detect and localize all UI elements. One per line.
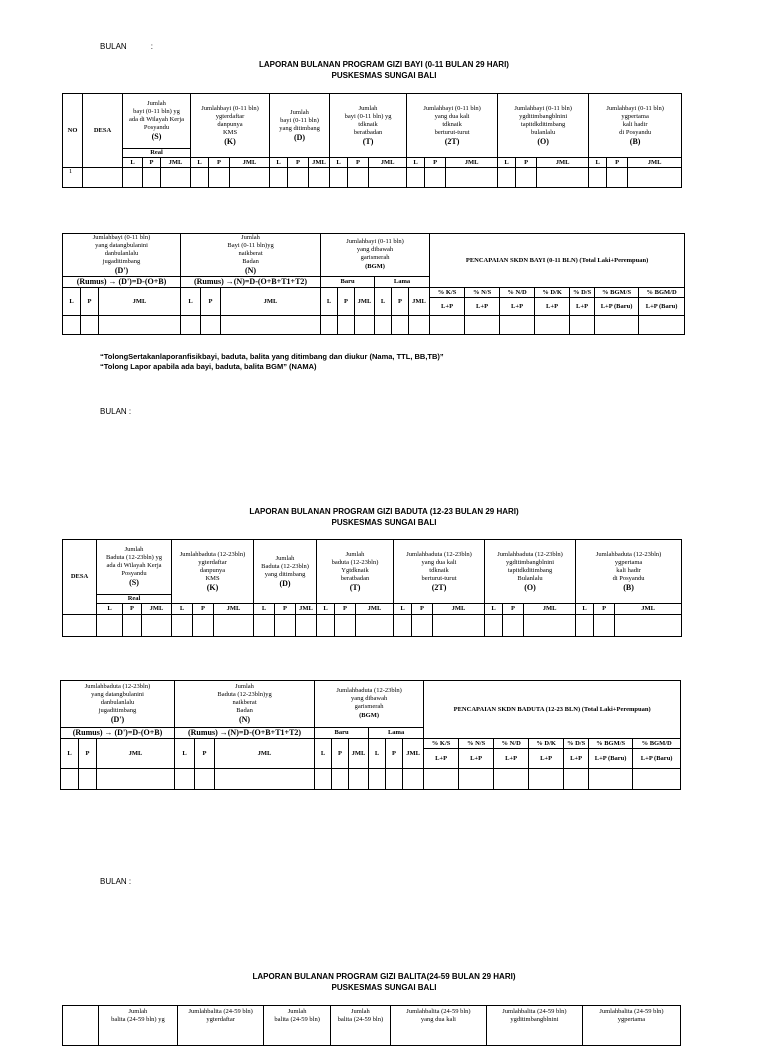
data-cell[interactable] xyxy=(79,769,97,790)
pct-n-d: % N/D xyxy=(494,739,529,749)
formula-d-prime: (Rumus) → (D')=D-(O+B) xyxy=(61,728,175,739)
sub-l: L xyxy=(270,158,288,168)
col-k: Jumlahbaduta (12-23bln) ygterdaftar danpunya KMS (K) xyxy=(172,540,254,604)
data-cell[interactable] xyxy=(433,615,485,637)
col-n: Jumlah Bayi (0-11 bln)yg naikberat Badan (N) xyxy=(181,234,321,277)
sub-jml: JML xyxy=(433,604,485,615)
sub-p: P xyxy=(143,158,161,168)
col-2t: Jumlahbaduta (12-23bln) yang dua kali tdknaik berturut-turut (2T) xyxy=(394,540,485,604)
sub-jml: JML xyxy=(142,604,172,615)
bgm-baru: Baru xyxy=(321,277,375,288)
data-cell[interactable] xyxy=(63,316,81,335)
sub-p: P xyxy=(516,158,537,168)
col-b: Jumlahbaduta (12-23bln) ygpertama kali hadir di Posyandu (B) xyxy=(576,540,682,604)
data-cell[interactable] xyxy=(594,615,615,637)
sub-jml: JML xyxy=(214,604,254,615)
lp-cell: L+P xyxy=(500,298,535,316)
sub-p: P xyxy=(288,158,309,168)
col-o: Jumlahbaduta (12-23bln) ygditimbangblnini tapitdkditimbang Bulanlalu (O) xyxy=(485,540,576,604)
sub-l: L xyxy=(407,158,425,168)
data-cell[interactable] xyxy=(409,316,430,335)
bayi-table-skdn xyxy=(62,93,682,188)
data-cell[interactable] xyxy=(221,316,321,335)
sub-l: L xyxy=(394,604,412,615)
col-s-real: Real xyxy=(123,149,191,158)
sub-p: P xyxy=(348,158,369,168)
data-cell[interactable] xyxy=(570,316,595,335)
col-d: Jumlah Baduta (12-23bln) yang ditimbang (D) xyxy=(254,540,317,604)
data-cell[interactable] xyxy=(607,168,628,188)
data-cell[interactable] xyxy=(589,769,633,790)
data-cell[interactable] xyxy=(430,316,465,335)
col-d: Jumlah balita (24-59 bln) xyxy=(264,1006,330,1046)
sub-l: L xyxy=(123,158,143,168)
sub-l: L xyxy=(330,158,348,168)
pct-bgm-s: % BGM/S xyxy=(589,739,633,749)
sub-p: P xyxy=(594,604,615,615)
data-cell[interactable] xyxy=(317,615,335,637)
data-cell[interactable] xyxy=(615,615,682,637)
report-title-balita: LAPORAN BULANAN PROGRAM GIZI BALITA(24-59 BULAN 29 HARI) PUSKESMAS SUNGAI BALI xyxy=(252,972,516,992)
data-cell[interactable] xyxy=(485,615,503,637)
data-cell[interactable] xyxy=(315,769,332,790)
data-cell[interactable] xyxy=(633,769,681,790)
sub-l: L xyxy=(369,739,386,769)
col-desa xyxy=(63,1006,99,1046)
sub-jml: JML xyxy=(628,158,682,168)
sub-l: L xyxy=(181,288,201,316)
col-t: Jumlah baduta (12-23bln) Ygtdknaik beratbadan (T) xyxy=(317,540,394,604)
sub-jml: JML xyxy=(296,604,317,615)
col-o: Jumlahbayi (0-11 bln) ygditimbangblnini tapitdkditimbang bulanlalu (O) xyxy=(498,94,589,158)
baduta-table-pencapaian xyxy=(60,680,681,790)
bulan-label-1: BULAN : xyxy=(100,42,153,51)
row-no: 1 xyxy=(63,168,83,188)
sub-l: L xyxy=(317,604,335,615)
sub-p: P xyxy=(503,604,524,615)
col-d-prime: Jumlahbayi (0-11 bln) yang datangbulanini danbulanlalu jugaditimbang (D') xyxy=(63,234,181,277)
data-cell[interactable] xyxy=(394,615,412,637)
bayi-table-pencapaian xyxy=(62,233,685,335)
data-cell[interactable] xyxy=(330,168,348,188)
data-cell[interactable] xyxy=(230,168,270,188)
sub-jml: JML xyxy=(97,739,175,769)
pct-d-s: % D/S xyxy=(564,739,589,749)
data-cell[interactable] xyxy=(275,615,296,637)
col-k: Jumlahbalita (24-59 bln) ygterdaftar xyxy=(177,1006,263,1046)
data-cell[interactable] xyxy=(375,316,392,335)
sub-p: P xyxy=(425,158,446,168)
lp-cell: L+P xyxy=(430,298,465,316)
note-line: “TolongSertakanlaporanfisikbayi, baduta, balita yang ditimbang dan diukur (Nama, TTL, BB,TB)” xyxy=(100,352,444,361)
data-cell[interactable] xyxy=(425,168,446,188)
data-cell[interactable] xyxy=(61,769,79,790)
col-desa: DESA xyxy=(83,94,123,168)
sub-jml: JML xyxy=(230,158,270,168)
col-2t: Jumlahbalita (24-59 bln) yang dua kali xyxy=(390,1006,486,1046)
table-row xyxy=(63,615,682,637)
sub-l: L xyxy=(63,288,81,316)
data-cell[interactable] xyxy=(309,168,330,188)
data-cell[interactable] xyxy=(123,615,142,637)
data-cell[interactable] xyxy=(161,168,191,188)
sub-l: L xyxy=(254,604,275,615)
col-s: Jumlah bayi (0-11 bln) yg ada di Wilayah Kerja Posyandu (S) xyxy=(123,94,191,149)
data-cell[interactable] xyxy=(595,316,639,335)
lp-cell: L+P xyxy=(459,749,494,769)
data-cell[interactable] xyxy=(99,316,181,335)
col-s: Jumlah balita (24-59 bln) yg xyxy=(98,1006,177,1046)
sub-p: P xyxy=(607,158,628,168)
sub-p: P xyxy=(195,739,215,769)
data-cell[interactable] xyxy=(348,168,369,188)
sub-l: L xyxy=(175,739,195,769)
data-cell[interactable] xyxy=(338,316,355,335)
data-cell[interactable] xyxy=(407,168,425,188)
pct-n-s: % N/S xyxy=(459,739,494,749)
sub-jml: JML xyxy=(309,158,330,168)
lp-cell: L+P xyxy=(570,298,595,316)
sub-jml: JML xyxy=(349,739,369,769)
lp-cell: L+P (Baru) xyxy=(595,298,639,316)
data-cell[interactable] xyxy=(535,316,570,335)
data-cell[interactable] xyxy=(392,316,409,335)
lp-cell: L+P xyxy=(564,749,589,769)
data-cell[interactable] xyxy=(537,168,589,188)
sub-l: L xyxy=(498,158,516,168)
col-desa: DESA xyxy=(63,540,97,615)
sub-jml: JML xyxy=(403,739,424,769)
sub-jml: JML xyxy=(615,604,682,615)
sub-jml: JML xyxy=(356,604,394,615)
col-s: Jumlah Baduta (12-23bln) yg ada di Wilayah Kerja Posyandu (S) xyxy=(97,540,172,595)
note-line: “Tolong Lapor apabila ada bayi, baduta, balita BGM” (NAMA) xyxy=(100,362,317,371)
data-cell[interactable] xyxy=(288,168,309,188)
data-cell[interactable] xyxy=(424,769,459,790)
sub-p: P xyxy=(275,604,296,615)
data-cell[interactable] xyxy=(639,316,685,335)
lp-cell: L+P xyxy=(465,298,500,316)
data-cell[interactable] xyxy=(369,769,386,790)
col-2t: Jumlahbayi (0-11 bln) yang dua kali tdknaik berturut-turut (2T) xyxy=(407,94,498,158)
sub-p: P xyxy=(392,288,409,316)
col-o: Jumlahbalita (24-59 bln) ygditimbangblnini xyxy=(486,1006,582,1046)
data-cell[interactable] xyxy=(175,769,195,790)
data-cell[interactable] xyxy=(63,615,97,637)
pct-bgm-d: % BGM/D xyxy=(633,739,681,749)
data-cell[interactable] xyxy=(529,769,564,790)
sub-p: P xyxy=(209,158,230,168)
data-cell[interactable] xyxy=(524,615,576,637)
sub-l: L xyxy=(375,288,392,316)
data-cell[interactable] xyxy=(97,769,175,790)
sub-l: L xyxy=(97,604,123,615)
lp-cell: L+P xyxy=(535,298,570,316)
sub-jml: JML xyxy=(99,288,181,316)
sub-p: P xyxy=(386,739,403,769)
table-row xyxy=(63,316,685,335)
data-cell[interactable] xyxy=(296,615,317,637)
data-cell[interactable] xyxy=(498,168,516,188)
data-cell[interactable] xyxy=(349,769,369,790)
table-row xyxy=(61,769,681,790)
col-b: Jumlahbalita (24-59 bln) ygpertama xyxy=(582,1006,680,1046)
data-cell[interactable] xyxy=(564,769,589,790)
data-cell[interactable] xyxy=(459,769,494,790)
data-cell[interactable] xyxy=(589,168,607,188)
sub-p: P xyxy=(335,604,356,615)
data-cell[interactable] xyxy=(191,168,209,188)
col-s-real: Real xyxy=(97,595,172,604)
data-cell[interactable] xyxy=(81,316,99,335)
sub-jml: JML xyxy=(355,288,375,316)
col-k: Jumlahbayi (0-11 bln) ygterdaftar danpunya KMS (K) xyxy=(191,94,270,158)
data-cell[interactable] xyxy=(143,168,161,188)
data-cell[interactable] xyxy=(201,316,221,335)
sub-l: L xyxy=(315,739,332,769)
sub-l: L xyxy=(576,604,594,615)
sub-p: P xyxy=(123,604,142,615)
sub-p: P xyxy=(79,739,97,769)
data-cell[interactable] xyxy=(446,168,498,188)
sub-p: P xyxy=(193,604,214,615)
balita-table-skdn xyxy=(62,1005,681,1046)
sub-jml: JML xyxy=(215,739,315,769)
data-cell[interactable] xyxy=(214,615,254,637)
data-cell[interactable] xyxy=(412,615,433,637)
data-cell[interactable] xyxy=(494,769,529,790)
formula-n: (Rumus) →(N)=D-(O+B+T1+T2) xyxy=(175,728,315,739)
col-d: Jumlah bayi (0-11 bln) yang ditimbang (D) xyxy=(270,94,330,158)
col-n: Jumlah Baduta (12-23bln)yg naikberat Badan (N) xyxy=(175,681,315,728)
pct-bgm-s: % BGM/S xyxy=(595,288,639,298)
data-cell[interactable] xyxy=(254,615,275,637)
col-d-prime: Jumlahbaduta (12-23bln) yang datangbulanini danbulanlalu jugaditimbang (D') xyxy=(61,681,175,728)
bulan-label-2: BULAN : xyxy=(100,407,132,416)
data-cell[interactable] xyxy=(181,316,201,335)
col-pencapaian-skdn: PENCAPAIAN SKDN BADUTA (12-23 BLN) (Total Laki+Perempuan) xyxy=(424,681,681,739)
sub-jml: JML xyxy=(161,158,191,168)
pct-d-k: % D/K xyxy=(529,739,564,749)
data-cell[interactable] xyxy=(215,769,315,790)
sub-jml: JML xyxy=(221,288,321,316)
sub-jml: JML xyxy=(369,158,407,168)
data-cell[interactable] xyxy=(576,615,594,637)
sub-p: P xyxy=(201,288,221,316)
lp-cell: L+P (Baru) xyxy=(639,298,685,316)
table-row xyxy=(63,168,682,188)
col-b: Jumlahbayi (0-11 bln) ygpertama kali hadir di Posyandu (B) xyxy=(589,94,682,158)
pct-k-s: % K/S xyxy=(430,288,465,298)
sub-p: P xyxy=(412,604,433,615)
data-cell[interactable] xyxy=(83,168,123,188)
data-cell[interactable] xyxy=(386,769,403,790)
formula-d-prime: (Rumus) → (D')=D-(O+B) xyxy=(63,277,181,288)
lp-cell: L+P xyxy=(424,749,459,769)
bgm-baru: Baru xyxy=(315,728,369,739)
col-bgm: Jumlahbaduta (12-23bln) yang dibawah garismerah (BGM) xyxy=(315,681,424,728)
data-cell[interactable] xyxy=(332,769,349,790)
col-no: NO xyxy=(63,94,83,168)
data-cell[interactable] xyxy=(356,615,394,637)
sub-jml: JML xyxy=(409,288,430,316)
sub-p: P xyxy=(332,739,349,769)
col-t: Jumlah balita (24-59 bln) xyxy=(330,1006,390,1046)
data-cell[interactable] xyxy=(172,615,193,637)
sub-jml: JML xyxy=(537,158,589,168)
data-cell[interactable] xyxy=(403,769,424,790)
lp-cell: L+P (Baru) xyxy=(633,749,681,769)
data-cell[interactable] xyxy=(335,615,356,637)
lp-cell: L+P (Baru) xyxy=(589,749,633,769)
sub-l: L xyxy=(172,604,193,615)
sub-p: P xyxy=(338,288,355,316)
formula-n: (Rumus) →(N)=D-(O+B+T1+T2) xyxy=(181,277,321,288)
data-cell[interactable] xyxy=(355,316,375,335)
data-cell[interactable] xyxy=(195,769,215,790)
sub-l: L xyxy=(485,604,503,615)
data-cell[interactable] xyxy=(500,316,535,335)
sub-l: L xyxy=(191,158,209,168)
data-cell[interactable] xyxy=(193,615,214,637)
col-pencapaian-skdn: PENCAPAIAN SKDN BAYI (0-11 BLN) (Total Laki+Perempuan) xyxy=(430,234,685,288)
data-cell[interactable] xyxy=(123,168,143,188)
sub-l: L xyxy=(321,288,338,316)
pct-n-d: % N/D xyxy=(500,288,535,298)
data-cell[interactable] xyxy=(628,168,682,188)
bgm-lama: Lama xyxy=(375,277,430,288)
data-cell[interactable] xyxy=(503,615,524,637)
sub-p: P xyxy=(81,288,99,316)
lp-cell: L+P xyxy=(529,749,564,769)
sub-jml: JML xyxy=(524,604,576,615)
data-cell[interactable] xyxy=(321,316,338,335)
bulan-label-3: BULAN : xyxy=(100,877,132,886)
pct-d-s: % D/S xyxy=(570,288,595,298)
data-cell[interactable] xyxy=(270,168,288,188)
data-cell[interactable] xyxy=(369,168,407,188)
pct-d-k: % D/K xyxy=(535,288,570,298)
pct-bgm-d: % BGM/D xyxy=(639,288,685,298)
bgm-lama: Lama xyxy=(369,728,424,739)
data-cell[interactable] xyxy=(142,615,172,637)
data-cell[interactable] xyxy=(209,168,230,188)
col-bgm: Jumlahbayi (0-11 bln) yang dibawah garismerah (BGM) xyxy=(321,234,430,277)
data-cell[interactable] xyxy=(97,615,123,637)
sub-l: L xyxy=(61,739,79,769)
report-title-baduta: LAPORAN BULANAN PROGRAM GIZI BADUTA (12-23 BULAN 29 HARI) PUSKESMAS SUNGAI BALI xyxy=(249,507,519,527)
data-cell[interactable] xyxy=(465,316,500,335)
pct-n-s: % N/S xyxy=(465,288,500,298)
sub-jml: JML xyxy=(446,158,498,168)
report-title-bayi: LAPORAN BULANAN PROGRAM GIZI BAYI (0-11 BULAN 29 HARI) PUSKESMAS SUNGAI BALI xyxy=(259,60,509,80)
notes xyxy=(100,352,444,372)
col-t: Jumlah bayi (0-11 bln) yg tdknaik beratbadan (T) xyxy=(330,94,407,158)
lp-cell: L+P xyxy=(494,749,529,769)
sub-l: L xyxy=(589,158,607,168)
pct-k-s: % K/S xyxy=(424,739,459,749)
data-cell[interactable] xyxy=(516,168,537,188)
baduta-table-skdn xyxy=(62,539,682,637)
